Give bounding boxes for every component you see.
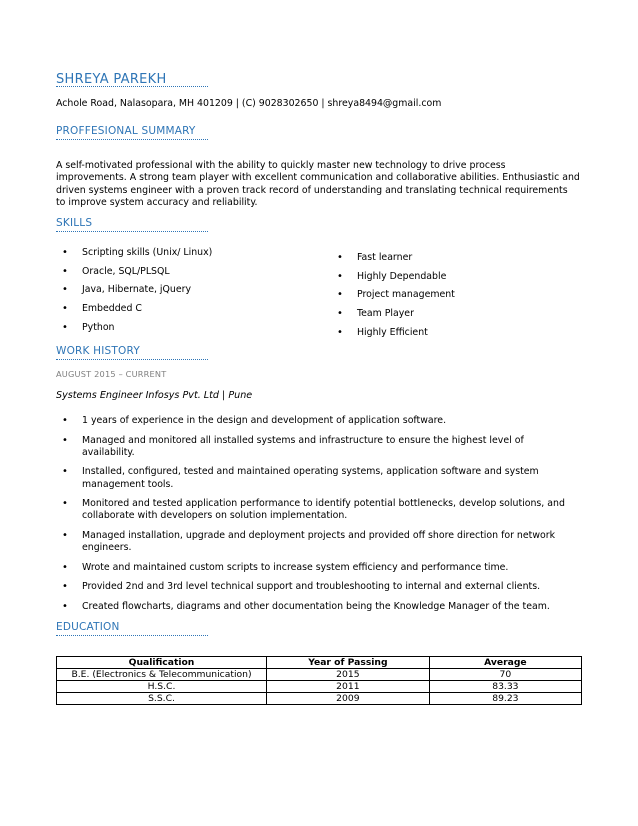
skill-item: • Team Player [331, 308, 571, 327]
summary-line: driven systems engineer with a proven track record of understanding and translating technical requirements [56, 184, 568, 196]
bullet-line: • Provided 2nd and 3rd level technical support and troubleshooting to internal and external clients. [82, 581, 541, 593]
work-date-range: AUGUST 2015 – CURRENT [56, 369, 167, 379]
table-cell: H.S.C. [57, 681, 267, 693]
table-header-row [57, 657, 582, 669]
bullet-line: • Created flowcharts, diagrams and other documentation being the Knowledge Manager of the team. [82, 600, 550, 612]
skill-item: • Python [56, 322, 316, 341]
skill-item: • Project management [331, 289, 571, 308]
table-row [57, 681, 582, 693]
bullet-line: management tools. [82, 478, 174, 490]
skill-item: • Embedded C [56, 303, 316, 322]
column-header: Qualification [57, 657, 267, 669]
bullet-line: engineers. [82, 542, 132, 554]
table-cell: B.E. (Electronics & Telecommunication) [57, 669, 267, 681]
work-divider [56, 357, 208, 360]
summary-divider [56, 137, 208, 140]
skill-item: • Highly Efficient [331, 327, 571, 346]
table-cell: S.S.C. [57, 693, 267, 705]
bullet-line: • Installed, configured, tested and maintained operating systems, application software and system [82, 466, 539, 478]
skill-item: • Scripting skills (Unix/ Linux) [56, 247, 316, 266]
table-cell: 2009 [267, 693, 430, 705]
table-cell: 2011 [267, 681, 430, 693]
work-bullets [56, 415, 586, 621]
education-divider [56, 633, 208, 636]
bullet-line: availability. [82, 446, 135, 458]
skill-item: • Oracle, SQL/PLSQL [56, 266, 316, 285]
skills-divider [56, 229, 208, 232]
name-divider [56, 84, 208, 87]
work-bullet [56, 466, 586, 490]
work-bullet [56, 498, 586, 522]
candidate-name: SHREYA PAREKH [56, 72, 167, 87]
work-bullet [56, 581, 586, 593]
summary-line: to improve system accuracy and reliability. [56, 196, 258, 208]
table-cell: 83.33 [429, 681, 581, 693]
column-header: Year of Passing [267, 657, 430, 669]
work-bullet [56, 601, 586, 613]
bullet-line: • Wrote and maintained custom scripts to increase system efficiency and performance time. [82, 561, 509, 573]
column-header: Average [429, 657, 581, 669]
job-title: Systems Engineer Infosys Pvt. Ltd | Pune [56, 390, 253, 401]
table-cell: 89.23 [429, 693, 581, 705]
summary-line: improvements. A strong team player with excellent communication and collaborative abilities. Enthusiastic and [56, 172, 580, 184]
skills-list-left [56, 247, 316, 340]
skill-item: • Highly Dependable [331, 271, 571, 290]
work-bullet [56, 562, 586, 574]
bullet-line: • Managed and monitored all installed systems and infrastructure to ensure the highest level of [82, 434, 524, 446]
education-heading: EDUCATION [56, 621, 120, 633]
skill-item: • Fast learner [331, 252, 571, 271]
table-row [57, 669, 582, 681]
skills-heading: SKILLS [56, 217, 93, 229]
bullet-line: collaborate with developers on solution implementation. [82, 510, 348, 522]
bullet-line: • Monitored and tested application performance to identify potential bottlenecks, develop solutions, and [82, 498, 565, 510]
summary-heading: PROFFESIONAL SUMMARY [56, 125, 196, 137]
summary-text [56, 160, 586, 209]
contact-line: Achole Road, Nalasopara, MH 401209 | (C) 9028302650 | shreya8494@gmail.com [56, 98, 442, 109]
work-heading: WORK HISTORY [56, 345, 140, 357]
bullet-line: • Managed installation, upgrade and deployment projects and provided off shore direction for network [82, 529, 556, 541]
work-bullet [56, 415, 586, 427]
skill-item: • Java, Hibernate, jQuery [56, 284, 316, 303]
bullet-line: • 1 years of experience in the design and development of application software. [82, 415, 447, 426]
education-table [56, 656, 582, 705]
table-cell: 70 [429, 669, 581, 681]
table-row [57, 693, 582, 705]
table-cell: 2015 [267, 669, 430, 681]
summary-line: A self-motivated professional with the ability to quickly master new technology to drive process [56, 160, 506, 171]
skills-list-right [331, 252, 571, 345]
work-bullet [56, 435, 586, 459]
work-bullet [56, 530, 586, 554]
